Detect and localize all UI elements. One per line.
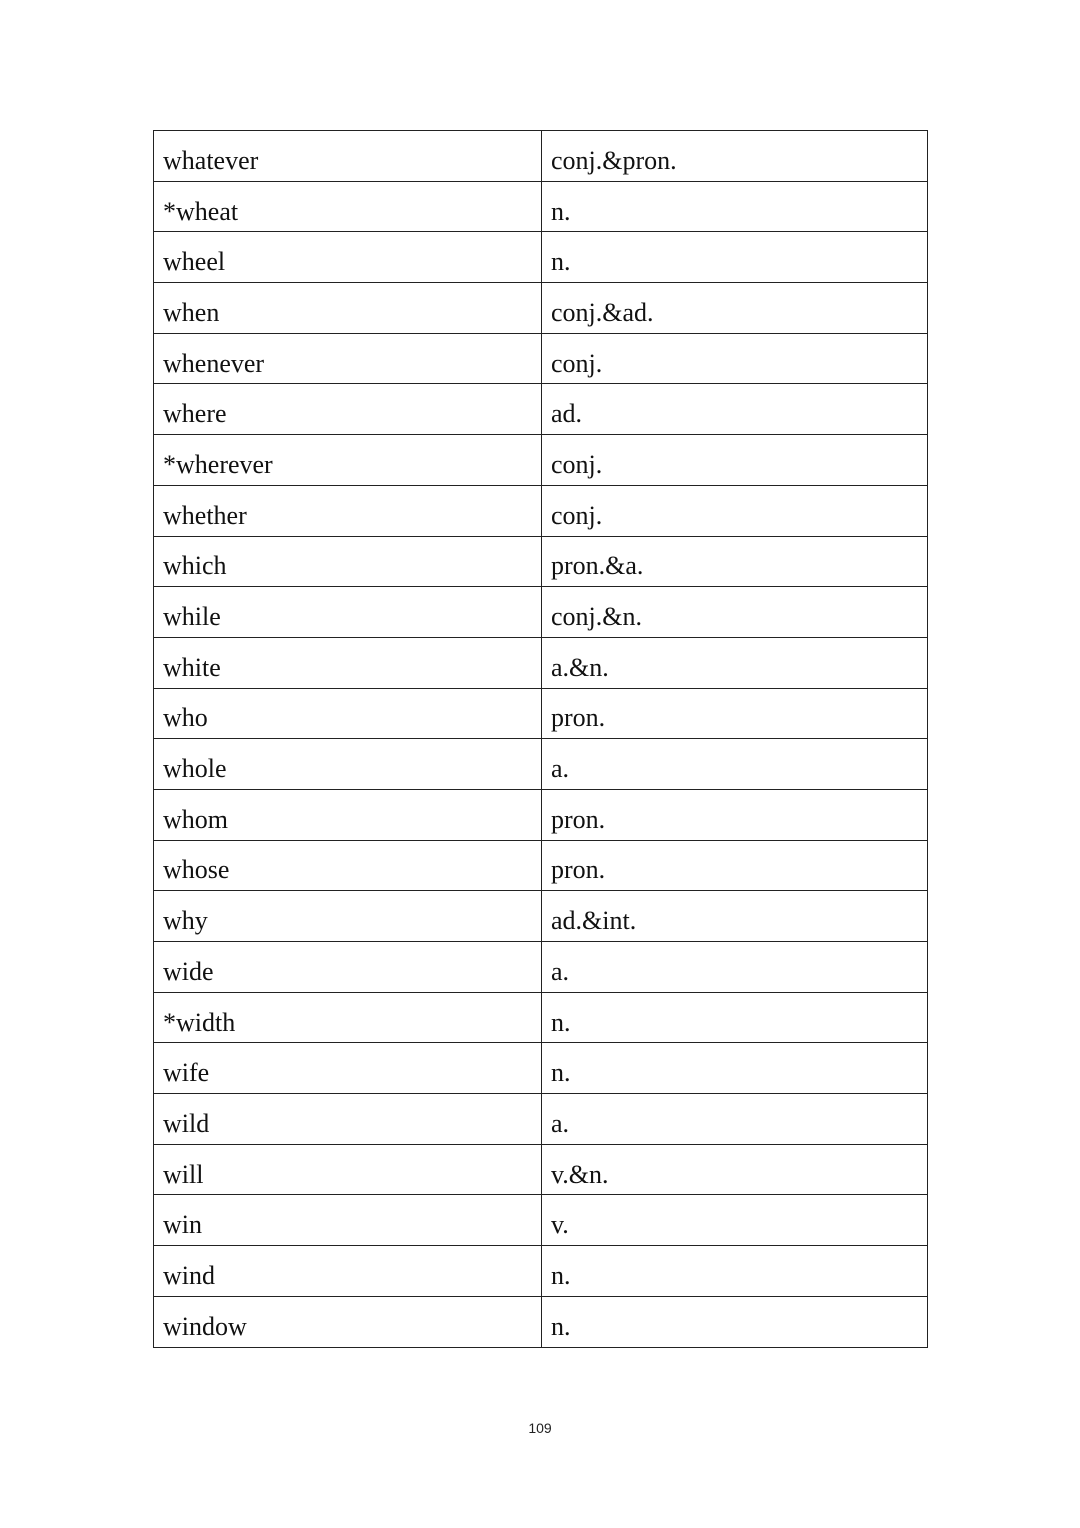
word-cell: win — [154, 1195, 542, 1246]
word-cell: window — [154, 1296, 542, 1347]
part-of-speech-cell: pron. — [542, 789, 928, 840]
table-row — [154, 536, 928, 587]
part-of-speech-cell: n. — [542, 1043, 928, 1094]
word-cell: when — [154, 283, 542, 334]
table-row — [154, 435, 928, 486]
table-row — [154, 840, 928, 891]
part-of-speech-cell: v.&n. — [542, 1144, 928, 1195]
table-row — [154, 1246, 928, 1297]
table-row — [154, 232, 928, 283]
word-cell: wild — [154, 1094, 542, 1145]
part-of-speech-cell: conj. — [542, 333, 928, 384]
part-of-speech-cell: pron.&a. — [542, 536, 928, 587]
word-cell: white — [154, 637, 542, 688]
word-cell: wife — [154, 1043, 542, 1094]
part-of-speech-cell: n. — [542, 992, 928, 1043]
part-of-speech-cell: ad. — [542, 384, 928, 435]
word-cell: whom — [154, 789, 542, 840]
table-row — [154, 891, 928, 942]
part-of-speech-cell: a.&n. — [542, 637, 928, 688]
table-row — [154, 181, 928, 232]
vocabulary-table-body — [154, 131, 928, 1348]
part-of-speech-cell: n. — [542, 1246, 928, 1297]
table-row — [154, 333, 928, 384]
word-cell: who — [154, 688, 542, 739]
table-row — [154, 485, 928, 536]
table-row — [154, 1144, 928, 1195]
table-row — [154, 1296, 928, 1347]
part-of-speech-cell: n. — [542, 1296, 928, 1347]
word-cell: *width — [154, 992, 542, 1043]
table-row — [154, 942, 928, 993]
table-row — [154, 131, 928, 182]
word-cell: where — [154, 384, 542, 435]
vocabulary-table — [153, 130, 928, 1348]
part-of-speech-cell: a. — [542, 739, 928, 790]
word-cell: whose — [154, 840, 542, 891]
word-cell: whole — [154, 739, 542, 790]
part-of-speech-cell: n. — [542, 232, 928, 283]
part-of-speech-cell: a. — [542, 1094, 928, 1145]
table-row — [154, 1043, 928, 1094]
part-of-speech-cell: conj. — [542, 485, 928, 536]
word-cell: wheel — [154, 232, 542, 283]
word-cell: whether — [154, 485, 542, 536]
word-cell: *wherever — [154, 435, 542, 486]
part-of-speech-cell: conj.&n. — [542, 587, 928, 638]
part-of-speech-cell: v. — [542, 1195, 928, 1246]
table-row — [154, 992, 928, 1043]
table-row — [154, 637, 928, 688]
part-of-speech-cell: conj. — [542, 435, 928, 486]
table-row — [154, 283, 928, 334]
word-cell: why — [154, 891, 542, 942]
word-cell: wind — [154, 1246, 542, 1297]
word-cell: will — [154, 1144, 542, 1195]
part-of-speech-cell: a. — [542, 942, 928, 993]
word-cell: while — [154, 587, 542, 638]
part-of-speech-cell: pron. — [542, 688, 928, 739]
word-cell: wide — [154, 942, 542, 993]
word-cell: *wheat — [154, 181, 542, 232]
table-row — [154, 1094, 928, 1145]
part-of-speech-cell: pron. — [542, 840, 928, 891]
table-row — [154, 587, 928, 638]
word-cell: whatever — [154, 131, 542, 182]
part-of-speech-cell: ad.&int. — [542, 891, 928, 942]
page-number: 109 — [528, 1420, 552, 1436]
word-cell: whenever — [154, 333, 542, 384]
table-row — [154, 688, 928, 739]
table-row — [154, 384, 928, 435]
part-of-speech-cell: conj.&pron. — [542, 131, 928, 182]
table-row — [154, 1195, 928, 1246]
word-cell: which — [154, 536, 542, 587]
part-of-speech-cell: n. — [542, 181, 928, 232]
table-row — [154, 789, 928, 840]
part-of-speech-cell: conj.&ad. — [542, 283, 928, 334]
table-row — [154, 739, 928, 790]
